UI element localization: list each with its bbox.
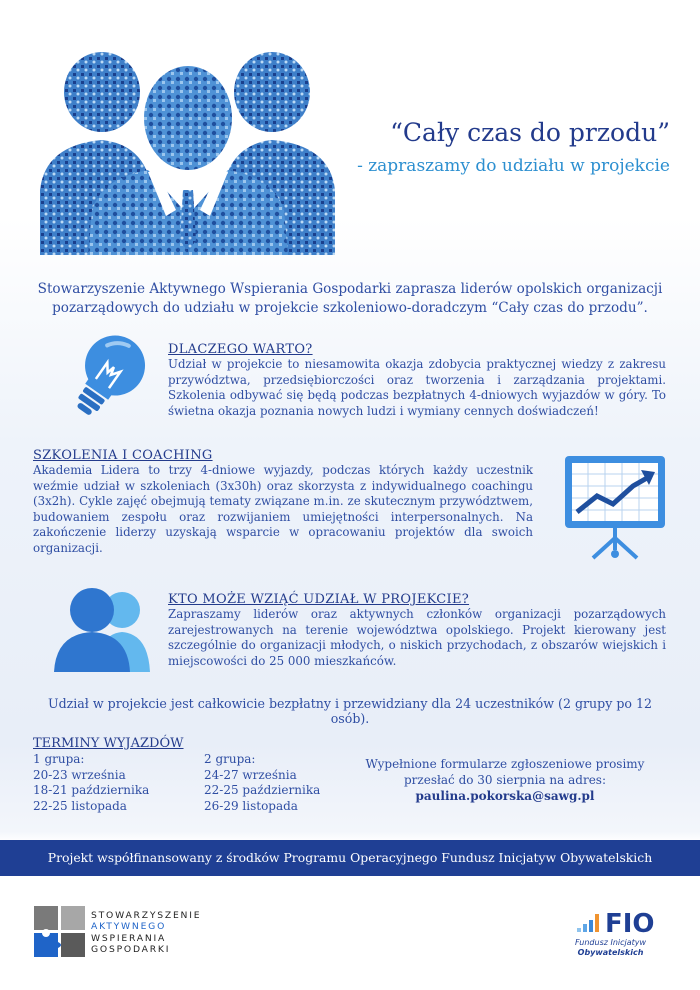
group-2-date-1: 24-27 września	[204, 767, 297, 782]
terms-title: TERMINY WYJAZDÓW	[33, 736, 184, 751]
fio-mark: FIO	[605, 909, 655, 938]
section-who-title: KTO MOŻE WZIĄĆ UDZIAŁ W PROJEKCIE?	[168, 592, 470, 607]
people-icon	[40, 580, 160, 675]
org-line-2: AKTYWNEGO	[91, 921, 167, 933]
hero-title: “Cały czas do przodu”	[390, 118, 670, 147]
fio-sub-2: Obywatelskich	[577, 948, 644, 957]
contact-line-2: przesłać do 30 sierpnia na adres:	[403, 773, 606, 787]
fio-sub-1: Fundusz Inicjatyw	[575, 938, 647, 947]
free-participation-note: Udział w projekcie jest całkowicie bezpłatny i przewidziany dla 24 uczestników (2 grupy po 12 osób).	[47, 696, 653, 726]
growth-chart-icon	[563, 454, 667, 564]
group-2-date-3: 26-29 listopada	[204, 799, 298, 814]
funding-bar: Projekt współfinansowany z środków Programu Operacyjnego Fundusz Inicjatyw Obywatelskich	[0, 840, 700, 876]
group-1-date-2: 18-21 października	[33, 783, 150, 798]
section-who	[168, 592, 666, 669]
fio-logo-text	[575, 938, 646, 958]
org-line-1: STOWARZYSZENIE	[91, 910, 202, 921]
section-training-title: SZKOLENIA I COACHING	[33, 448, 213, 463]
sawg-logo-icon	[34, 906, 86, 958]
group-1-name: 1 grupa:	[33, 752, 85, 766]
group-2-date-2: 22-25 października	[204, 783, 321, 798]
org-line-4: GOSPODARKI	[91, 944, 171, 956]
section-training-body: Akademia Lidera to trzy 4-dniowe wyjazdy, podczas których każdy uczestnik weźmie udział w szkoleniach (3x30h) oraz skorzysta z indywidualnego coachingu (3x2h). Cykle zajęć obejmują tematy związane m.in. ze skutecznym przywództwem, budowaniem zespołu oraz rozwijaniem umiejętności interpersonalnych. Na zakończenie liderzy uzyskają wsparcie w opracowaniu projektów dla swoich organizacji.	[33, 463, 533, 555]
intro-paragraph: Stowarzyszenie Aktywnego Wspierania Gospodarki zaprasza liderów opolskich organizacji pozarządowych do udziału w projekcie szkoleniowo-doradczym “Cały czas do przodu”.	[37, 281, 663, 316]
section-who-body: Zapraszamy liderów oraz aktywnych członków organizacji pozarządowych zarejestrowanych na terenie województwa opolskiego. Projekt kierowany jest szczególnie do organizacji młodych, o niskich przychodach, z obszarów wiejskich i miejscowości do 25 000 mieszkańców.	[168, 607, 666, 668]
contact-email[interactable]: paulina.pokorska@sawg.pl	[415, 789, 595, 803]
contact-info	[355, 756, 655, 804]
group-2-name: 2 grupa:	[204, 752, 256, 766]
hero-people-illustration	[40, 40, 340, 255]
sawg-logo-text	[91, 910, 201, 956]
hero-subtitle: - zapraszamy do udziału w projekcie	[357, 156, 670, 176]
group-1-dates	[33, 752, 149, 815]
lightbulb-icon	[55, 325, 160, 430]
section-why-worth	[168, 342, 666, 419]
group-1-date-3: 22-25 listopada	[33, 799, 127, 814]
fio-logo-icon	[575, 906, 675, 938]
section-why-title: DLACZEGO WARTO?	[168, 342, 313, 357]
section-why-body: Udział w projekcie to niesamowita okazja zdobycia praktycznej wiedzy z zakresu przywództwa, przedsiębiorczości oraz tworzenia i zarządzania projektami. Szkolenia odbywać się będą podczas bezpłatnych 4-dniowych wyjazdów w góry. To świetna okazja poznania nowych ludzi i wymiany cennych doświadczeń!	[168, 357, 666, 418]
contact-line-1: Wypełnione formularze zgłoszeniowe prosimy	[365, 757, 645, 771]
org-line-3: WSPIERANIA	[91, 932, 167, 944]
group-1-date-1: 20-23 września	[33, 767, 126, 782]
group-2-dates	[204, 752, 320, 815]
section-training	[33, 448, 533, 557]
